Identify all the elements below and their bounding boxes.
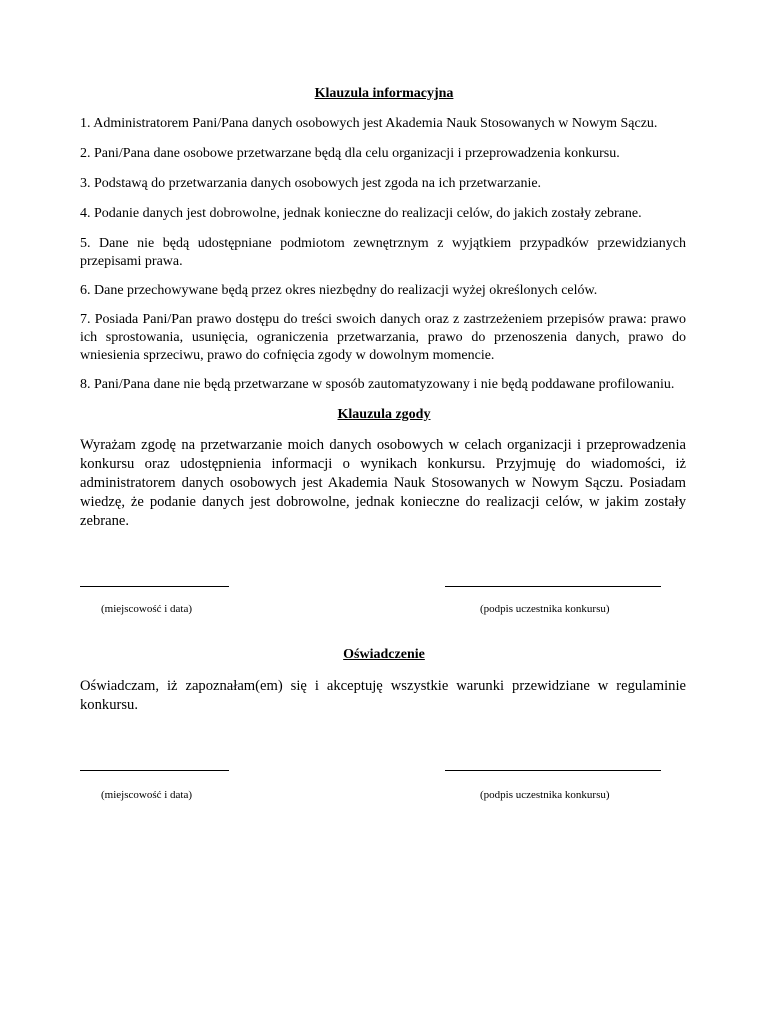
statement-text: Oświadczam, iż zapoznałam(em) się i akceptuję wszystkie warunki przewidziane w regulaminie konkursu.	[80, 678, 686, 713]
place-date-line	[80, 586, 229, 587]
info-item-1: 1. Administratorem Pani/Pana danych osobowych jest Akademia Nauk Stosowanych w Nowym Sączu.	[80, 116, 658, 131]
info-item-4: 4. Podanie danych jest dobrowolne, jednak konieczne do realizacji celów, do jakich zostały zebrane.	[80, 206, 642, 221]
info-clause-heading: Klauzula informacyjna	[314, 86, 454, 101]
info-item-8: 8. Pani/Pana dane nie będą przetwarzane w sposób zautomatyzowany i nie będą poddawane profilowaniu.	[80, 377, 675, 392]
statement-heading: Oświadczenie	[343, 647, 425, 662]
consent-text: Wyrażam zgodę na przetwarzanie moich danych osobowych w celach organizacji i przeprowadzenia konkursu oraz udostępnienia informacji o wynikach konkursu. Przyjmuję do wiadomości, iż administratorem danych osobowych jest Akademia Nauk Stosowanych w Nowym Sączu. Posiadam wiedzę, że podanie danych jest dobrowolne, jednak konieczne do realizacji celów, w jakim zostały zebrane.	[80, 437, 686, 529]
statement-signature-caption: (podpis uczestnika konkursu)	[480, 789, 610, 801]
info-item-7: 7. Posiada Pani/Pan prawo dostępu do treści swoich danych oraz z zastrzeżeniem przepisów prawa: prawo ich sprostowania, usunięcia, ograniczenia przetwarzania, prawo do przenoszenia danych, prawo do wniesienia sprzeciwu, prawo do cofnięcia zgody w dowolnym momencie.	[80, 312, 686, 363]
place-date-caption: (miejscowość i data)	[101, 603, 193, 615]
consent-clause-heading: Klauzula zgody	[337, 407, 431, 422]
info-item-2: 2. Pani/Pana dane osobowe przetwarzane będą dla celu organizacji i przeprowadzenia konkursu.	[80, 146, 620, 161]
info-item-6: 6. Dane przechowywane będą przez okres niezbędny do realizacji wyżej określonych celów.	[80, 283, 598, 298]
signature-caption: (podpis uczestnika konkursu)	[480, 603, 610, 615]
info-item-5: 5. Dane nie będą udostępniane podmiotom zewnętrznym z wyjątkiem przypadków przewidzianych przepisami prawa.	[80, 236, 686, 269]
signature-line	[445, 586, 661, 587]
statement-place-date-caption: (miejscowość i data)	[101, 789, 193, 801]
statement-place-date-line	[80, 770, 229, 771]
statement-signature-line	[445, 770, 661, 771]
info-item-3: 3. Podstawą do przetwarzania danych osobowych jest zgoda na ich przetwarzanie.	[80, 176, 542, 191]
